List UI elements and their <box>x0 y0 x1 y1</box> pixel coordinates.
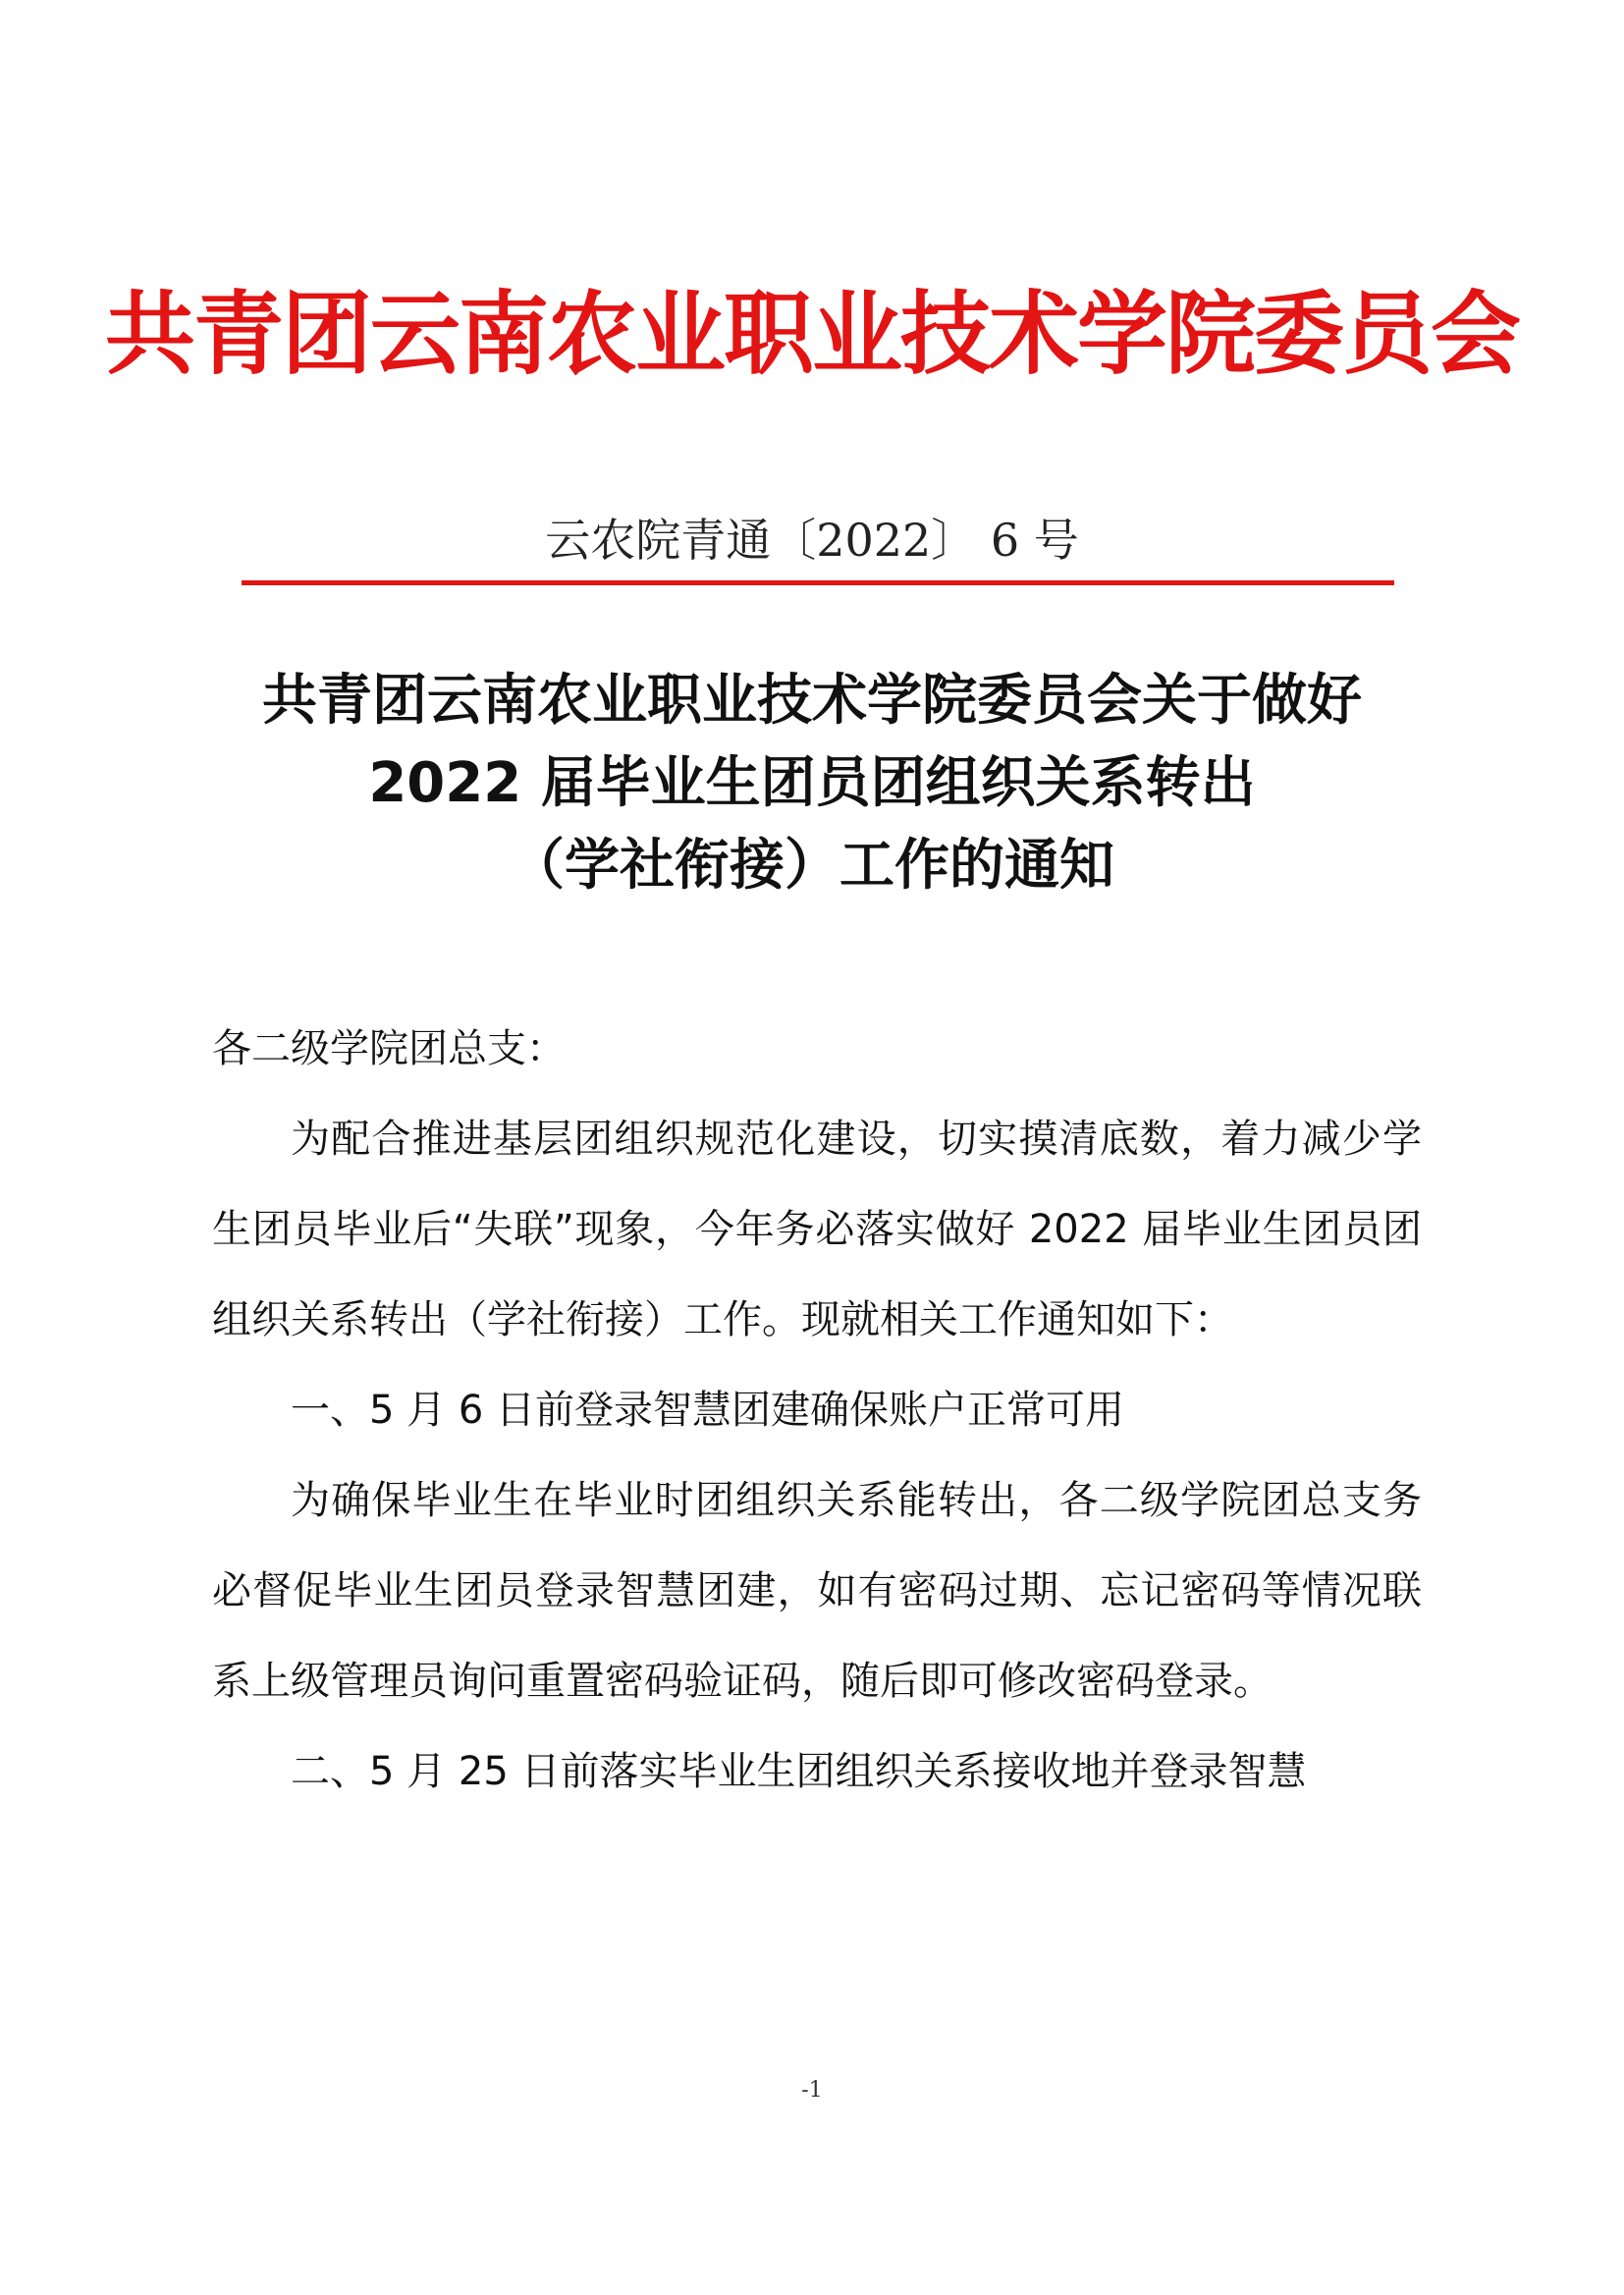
intro-paragraph: 为配合推进基层团组织规范化建设，切实摸清底数，着力减少学生团员毕业后“失联”现象，今年务必落实做好 2022 届毕业生团员团组织关系转出（学社衔接）工作。现就相关工作通知如下： <box>212 1117 1422 1342</box>
page-number: -1 <box>801 2078 823 2103</box>
section-1-paragraph: 为确保毕业生在毕业时团组织关系能转出，各二级学院团总支务必督促毕业生团员登录智慧团建，如有密码过期、忘记密码等情况联系上级管理员询问重置密码验证码，随后即可修改密码登录。 <box>212 1478 1422 1704</box>
notice-title-line: （学社衔接）工作的通知 <box>510 834 1114 898</box>
salutation: 各二级学院团总支： <box>212 1026 566 1071</box>
section-1-heading: 一、5 月 6 日前登录智慧团建确保账户正常可用 <box>291 1388 1125 1433</box>
section-2-heading: 二、5 月 25 日前落实毕业生团组织关系接收地并登录智慧 <box>291 1749 1307 1794</box>
notice-title-line: 2022 届毕业生团员团组织关系转出 <box>368 751 1256 815</box>
document-number: 云农院青通〔2022〕 6 号 <box>545 514 1079 567</box>
notice-title <box>0 660 1624 907</box>
red-divider-line <box>242 580 1394 585</box>
notice-title-line: 共青团云南农业职业技术学院委员会关于做好 <box>262 669 1362 733</box>
notice-body <box>212 1004 1422 1817</box>
issuing-organization-heading: 共青团云南农业职业技术学院委员会 <box>104 281 1519 387</box>
